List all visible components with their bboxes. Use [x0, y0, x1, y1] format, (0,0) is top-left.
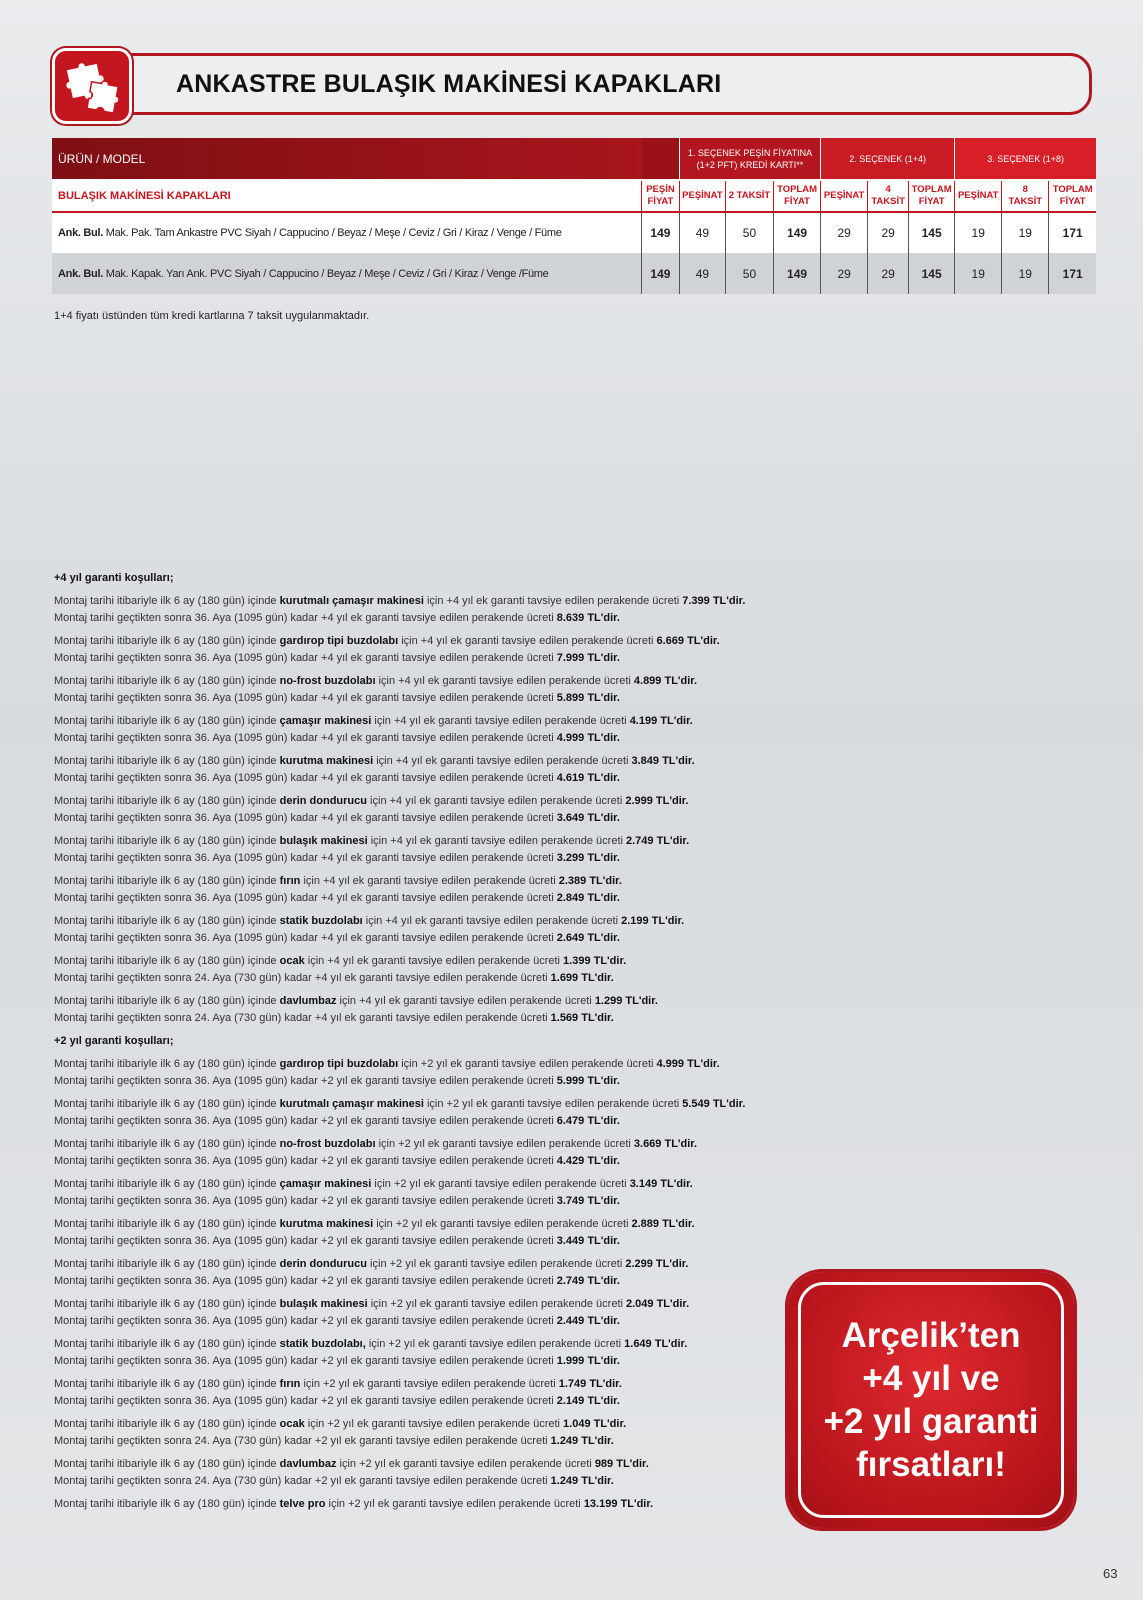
installment: 29 [868, 253, 909, 294]
option1-header: 1. SEÇENEK PEŞİN FİYATINA (1+2 PFT) KREDİ KARTI** [679, 138, 820, 180]
warranty-line: Montaj tarihi geçtikten sonra 36. Aya (1095 gün) kadar +2 yıl ek garanti tavsiye edilen perakende ücreti 6.479 TL'dir. [54, 1115, 620, 1127]
down-payment-header: PEŞİNAT [679, 180, 725, 212]
warranty-line: Montaj tarihi geçtikten sonra 36. Aya (1095 gün) kadar +2 yıl ek garanti tavsiye edilen perakende ücreti 4.429 TL'dir. [54, 1155, 620, 1167]
list-item [54, 1296, 794, 1330]
eight-installment-header: 8 TAKSİT [1002, 180, 1049, 212]
warranty-line: Montaj tarihi geçtikten sonra 36. Aya (1095 gün) kadar +2 yıl ek garanti tavsiye edilen perakende ücreti 2.449 TL'dir. [54, 1315, 620, 1327]
list-item [54, 793, 794, 827]
warranty-line: Montaj tarihi geçtikten sonra 36. Aya (1095 gün) kadar +4 yıl ek garanti tavsiye edilen perakende ücreti 7.999 TL'dir. [54, 652, 620, 664]
plus4-list [54, 593, 794, 1027]
down-payment: 19 [955, 253, 1002, 294]
table-row [52, 253, 1096, 294]
down-payment-header: PEŞİNAT [955, 180, 1002, 212]
promo-line: +2 yıl garanti [823, 1402, 1039, 1441]
page-title: ANKASTRE BULAŞIK MAKİNESİ KAPAKLARI [176, 70, 722, 98]
category-header: BULAŞIK MAKİNESİ KAPAKLARI [52, 180, 642, 212]
warranty-line: Montaj tarihi geçtikten sonra 36. Aya (1095 gün) kadar +2 yıl ek garanti tavsiye edilen perakende ücreti 3.749 TL'dir. [54, 1195, 620, 1207]
plus2-list [54, 1056, 794, 1513]
warranty-line: Montaj tarihi geçtikten sonra 36. Aya (1095 gün) kadar +2 yıl ek garanti tavsiye edilen perakende ücreti 1.999 TL'dir. [54, 1355, 620, 1367]
warranty-line: Montaj tarihi itibariyle ilk 6 ay (180 gün) içinde no-frost buzdolabı için +4 yıl ek garanti tavsiye edilen perakende ücreti 4.899 TL'dir. [54, 675, 698, 687]
total-price: 149 [774, 253, 821, 294]
warranty-line: Montaj tarihi geçtikten sonra 36. Aya (1095 gün) kadar +4 yıl ek garanti tavsiye edilen perakende ücreti 8.639 TL'dir. [54, 612, 620, 624]
sub-header-row [52, 180, 1096, 212]
list-item [54, 1256, 794, 1290]
warranty-line: Montaj tarihi itibariyle ilk 6 ay (180 gün) içinde ocak için +2 yıl ek garanti tavsiye edilen perakende ücreti 1.049 TL'dir. [54, 1418, 627, 1430]
list-item [54, 953, 794, 987]
warranty-line: Montaj tarihi geçtikten sonra 24. Aya (730 gün) kadar +4 yıl ek garanti tavsiye edilen perakende ücreti 1.699 TL'dir. [54, 972, 614, 984]
promo-line: Arçelik’ten [841, 1316, 1021, 1355]
total-price-header: TOPLAM FİYAT [1049, 180, 1096, 212]
total-price: 171 [1049, 253, 1096, 294]
list-item [54, 1456, 794, 1490]
cash-price-header: PEŞİN FİYAT [642, 180, 680, 212]
list-item [54, 873, 794, 907]
warranty-line: Montaj tarihi geçtikten sonra 36. Aya (1095 gün) kadar +4 yıl ek garanti tavsiye edilen perakende ücreti 2.649 TL'dir. [54, 932, 620, 944]
down-payment: 29 [821, 212, 868, 253]
warranty-line: Montaj tarihi itibariyle ilk 6 ay (180 gün) içinde statik buzdolabı için +4 yıl ek garanti tavsiye edilen perakende ücreti 2.199 TL'dir. [54, 915, 685, 927]
warranty-line: Montaj tarihi itibariyle ilk 6 ay (180 gün) içinde davlumbaz için +4 yıl ek garanti tavsiye edilen perakende ücreti 1.299 TL'dir. [54, 995, 658, 1007]
plus2-heading: +2 yıl garanti koşulları; [54, 1035, 174, 1047]
product-model-header: ÜRÜN / MODEL [52, 138, 642, 180]
installment: 19 [1002, 253, 1049, 294]
warranty-line: Montaj tarihi itibariyle ilk 6 ay (180 gün) içinde kurutmalı çamaşır makinesi için +4 yıl ek garanti tavsiye edilen perakende ücreti 7.399 TL'dir. [54, 595, 746, 607]
warranty-line: Montaj tarihi itibariyle ilk 6 ay (180 gün) içinde no-frost buzdolabı için +2 yıl ek garanti tavsiye edilen perakende ücreti 3.669 TL'dir. [54, 1138, 698, 1150]
installment: 19 [1002, 212, 1049, 253]
total-price: 149 [774, 212, 821, 253]
promo-badge [788, 1272, 1074, 1528]
warranty-line: Montaj tarihi geçtikten sonra 36. Aya (1095 gün) kadar +4 yıl ek garanti tavsiye edilen perakende ücreti 3.649 TL'dir. [54, 812, 620, 824]
warranty-line: Montaj tarihi geçtikten sonra 36. Aya (1095 gün) kadar +4 yıl ek garanti tavsiye edilen perakende ücreti 4.619 TL'dir. [54, 772, 620, 784]
option2-header: 2. SEÇENEK (1+4) [821, 138, 955, 180]
list-item [54, 753, 794, 787]
warranty-line: Montaj tarihi itibariyle ilk 6 ay (180 gün) içinde derin dondurucu için +4 yıl ek garanti tavsiye edilen perakende ücreti 2.999 TL'dir. [54, 795, 689, 807]
product-name: Ank. Bul. Mak. Pak. Tam Ankastre PVC Siyah / Cappucino / Beyaz / Meşe / Ceviz / Gri / Kiraz / Venge / Füme [52, 212, 642, 253]
puzzle-icon [63, 58, 121, 114]
list-item [54, 1136, 794, 1170]
installment-note: 1+4 fiyatı üstünden tüm kredi kartlarına 7 taksit uygulanmaktadır. [54, 310, 370, 322]
four-installment-header: 4 TAKSİT [868, 180, 909, 212]
page-header [52, 48, 1096, 124]
total-price: 145 [909, 253, 955, 294]
warranty-line: Montaj tarihi geçtikten sonra 36. Aya (1095 gün) kadar +2 yıl ek garanti tavsiye edilen perakende ücreti 2.149 TL'dir. [54, 1395, 620, 1407]
cash-price: 149 [642, 253, 680, 294]
price-table [52, 138, 1096, 294]
promo-text [798, 1282, 1064, 1518]
warranty-line: Montaj tarihi itibariyle ilk 6 ay (180 gün) içinde gardırop tipi buzdolabı için +2 yıl ek garanti tavsiye edilen perakende ücreti 4.999 TL'dir. [54, 1058, 720, 1070]
warranty-line: Montaj tarihi itibariyle ilk 6 ay (180 gün) içinde telve pro için +2 yıl ek garanti tavsiye edilen perakende ücreti 13.199 TL'dir. [54, 1498, 654, 1510]
group-header-row [52, 138, 1096, 180]
list-item [54, 1176, 794, 1210]
warranty-line: Montaj tarihi itibariyle ilk 6 ay (180 gün) içinde kurutma makinesi için +2 yıl ek garanti tavsiye edilen perakende ücreti 2.889 TL'dir. [54, 1218, 695, 1230]
warranty-line: Montaj tarihi geçtikten sonra 36. Aya (1095 gün) kadar +4 yıl ek garanti tavsiye edilen perakende ücreti 3.299 TL'dir. [54, 852, 620, 864]
warranty-line: Montaj tarihi itibariyle ilk 6 ay (180 gün) içinde davlumbaz için +2 yıl ek garanti tavsiye edilen perakende ücreti 989 TL'dir. [54, 1458, 649, 1470]
product-name: Ank. Bul. Mak. Kapak. Yarı Ank. PVC Siyah / Cappucino / Beyaz / Meşe / Ceviz / Gri / Kiraz / Venge /Füme [52, 253, 642, 294]
cash-price: 149 [642, 212, 680, 253]
down-payment: 19 [955, 212, 1002, 253]
list-item [54, 1336, 794, 1370]
warranty-line: Montaj tarihi itibariyle ilk 6 ay (180 gün) içinde statik buzdolabı, için +2 yıl ek garanti tavsiye edilen perakende ücreti 1.649 TL'dir. [54, 1338, 688, 1350]
warranty-line: Montaj tarihi itibariyle ilk 6 ay (180 gün) içinde gardırop tipi buzdolabı için +4 yıl ek garanti tavsiye edilen perakende ücreti 6.669 TL'dir. [54, 635, 720, 647]
warranty-line: Montaj tarihi itibariyle ilk 6 ay (180 gün) içinde bulaşık makinesi için +4 yıl ek garanti tavsiye edilen perakende ücreti 2.749 TL'dir. [54, 835, 690, 847]
warranty-line: Montaj tarihi geçtikten sonra 24. Aya (730 gün) kadar +2 yıl ek garanti tavsiye edilen perakende ücreti 1.249 TL'dir. [54, 1475, 614, 1487]
list-item [54, 673, 794, 707]
installment: 50 [725, 253, 773, 294]
warranty-line: Montaj tarihi geçtikten sonra 36. Aya (1095 gün) kadar +4 yıl ek garanti tavsiye edilen perakende ücreti 5.899 TL'dir. [54, 692, 620, 704]
warranty-line: Montaj tarihi itibariyle ilk 6 ay (180 gün) içinde derin dondurucu için +2 yıl ek garanti tavsiye edilen perakende ücreti 2.299 TL'dir. [54, 1258, 689, 1270]
promo-line: fırsatları! [856, 1445, 1006, 1484]
list-item [54, 1376, 794, 1410]
down-payment: 49 [679, 253, 725, 294]
warranty-line: Montaj tarihi itibariyle ilk 6 ay (180 gün) içinde ocak için +4 yıl ek garanti tavsiye edilen perakende ücreti 1.399 TL'dir. [54, 955, 627, 967]
puzzle-logo [52, 48, 132, 124]
list-item [54, 1056, 794, 1090]
warranty-line: Montaj tarihi itibariyle ilk 6 ay (180 gün) içinde çamaşır makinesi için +2 yıl ek garanti tavsiye edilen perakende ücreti 3.149 TL'dir. [54, 1178, 693, 1190]
warranty-line: Montaj tarihi itibariyle ilk 6 ay (180 gün) içinde kurutma makinesi için +4 yıl ek garanti tavsiye edilen perakende ücreti 3.849 TL'dir. [54, 755, 695, 767]
list-item [54, 713, 794, 747]
list-item [54, 633, 794, 667]
list-item [54, 993, 794, 1027]
down-payment: 49 [679, 212, 725, 253]
list-item [54, 593, 794, 627]
warranty-line: Montaj tarihi geçtikten sonra 36. Aya (1095 gün) kadar +4 yıl ek garanti tavsiye edilen perakende ücreti 4.999 TL'dir. [54, 732, 620, 744]
down-payment: 29 [821, 253, 868, 294]
down-payment-header: PEŞİNAT [821, 180, 868, 212]
warranty-line: Montaj tarihi geçtikten sonra 36. Aya (1095 gün) kadar +2 yıl ek garanti tavsiye edilen perakende ücreti 2.749 TL'dir. [54, 1275, 620, 1287]
total-price: 171 [1049, 212, 1096, 253]
warranty-line: Montaj tarihi geçtikten sonra 36. Aya (1095 gün) kadar +2 yıl ek garanti tavsiye edilen perakende ücreti 3.449 TL'dir. [54, 1235, 620, 1247]
warranty-line: Montaj tarihi itibariyle ilk 6 ay (180 gün) içinde bulaşık makinesi için +2 yıl ek garanti tavsiye edilen perakende ücreti 2.049 TL'dir. [54, 1298, 690, 1310]
list-item [54, 1216, 794, 1250]
warranty-line: Montaj tarihi geçtikten sonra 36. Aya (1095 gün) kadar +4 yıl ek garanti tavsiye edilen perakende ücreti 2.849 TL'dir. [54, 892, 620, 904]
installment: 29 [868, 212, 909, 253]
list-item [54, 1416, 794, 1450]
list-item [54, 833, 794, 867]
promo-line: +4 yıl ve [862, 1359, 1000, 1398]
total-price: 145 [909, 212, 955, 253]
warranty-line: Montaj tarihi geçtikten sonra 36. Aya (1095 gün) kadar +2 yıl ek garanti tavsiye edilen perakende ücreti 5.999 TL'dir. [54, 1075, 620, 1087]
plus4-heading: +4 yıl garanti koşulları; [54, 572, 174, 584]
option3-header: 3. SEÇENEK (1+8) [955, 138, 1096, 180]
page-number: 63 [1103, 1566, 1118, 1581]
list-item [54, 1496, 794, 1513]
two-installment-header: 2 TAKSİT [725, 180, 773, 212]
list-item [54, 1096, 794, 1130]
warranty-line: Montaj tarihi itibariyle ilk 6 ay (180 gün) içinde fırın için +4 yıl ek garanti tavsiye edilen perakende ücreti 2.389 TL'dir. [54, 875, 622, 887]
total-price-header: TOPLAM FİYAT [774, 180, 821, 212]
warranty-line: Montaj tarihi geçtikten sonra 24. Aya (730 gün) kadar +4 yıl ek garanti tavsiye edilen perakende ücreti 1.569 TL'dir. [54, 1012, 614, 1024]
total-price-header: TOPLAM FİYAT [909, 180, 955, 212]
installment: 50 [725, 212, 773, 253]
warranty-conditions [54, 570, 794, 1519]
warranty-line: Montaj tarihi itibariyle ilk 6 ay (180 gün) içinde kurutmalı çamaşır makinesi için +2 yıl ek garanti tavsiye edilen perakende ücreti 5.549 TL'dir. [54, 1098, 746, 1110]
table-row [52, 212, 1096, 253]
warranty-line: Montaj tarihi geçtikten sonra 24. Aya (730 gün) kadar +2 yıl ek garanti tavsiye edilen perakende ücreti 1.249 TL'dir. [54, 1435, 614, 1447]
warranty-line: Montaj tarihi itibariyle ilk 6 ay (180 gün) içinde fırın için +2 yıl ek garanti tavsiye edilen perakende ücreti 1.749 TL'dir. [54, 1378, 622, 1390]
warranty-line: Montaj tarihi itibariyle ilk 6 ay (180 gün) içinde çamaşır makinesi için +4 yıl ek garanti tavsiye edilen perakende ücreti 4.199 TL'dir. [54, 715, 693, 727]
list-item [54, 913, 794, 947]
